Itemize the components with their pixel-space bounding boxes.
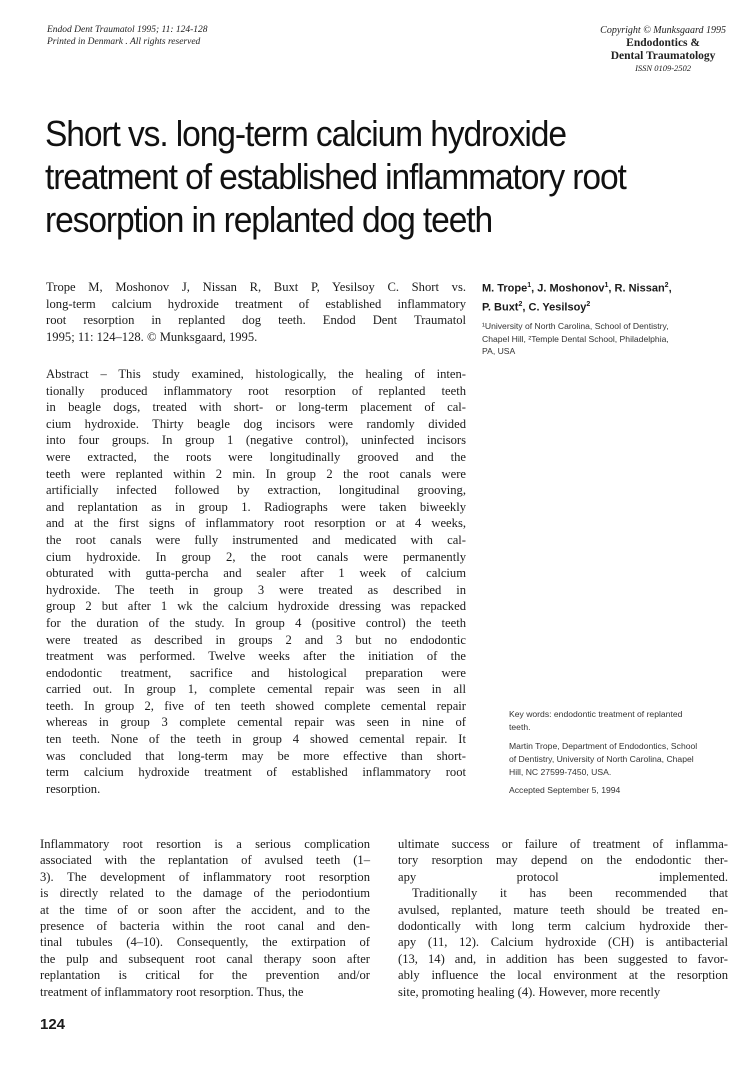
address-line: of Dentistry, University of North Carolina, Chapel bbox=[509, 754, 694, 764]
body-line: (13, 14) and, in addition has been suggested to favor- bbox=[398, 951, 728, 966]
abstract-line: resorption. bbox=[46, 781, 101, 796]
author-affiliation-mark: 2 bbox=[664, 282, 669, 289]
abstract-line: teeth were replanted within 2 min. In group 2 the root canals were bbox=[46, 466, 466, 481]
keywords-line: teeth. bbox=[509, 722, 531, 732]
title-line: resorption in replanted dog teeth bbox=[45, 199, 493, 240]
body-line: 3). The development of inflammatory root resorption bbox=[40, 869, 370, 884]
journal-citation-header bbox=[47, 24, 208, 48]
abstract-line: term calcium hydroxide treatment of established inflammatory root bbox=[46, 765, 466, 780]
keywords bbox=[509, 708, 739, 734]
affiliations bbox=[482, 320, 744, 358]
body-line: tinal tubules (4–10). Consequently, the extirpation of bbox=[40, 935, 370, 950]
body-line: at the time of or soon after the accident, and to the bbox=[40, 902, 370, 917]
accepted-date: Accepted September 5, 1994 bbox=[509, 785, 621, 795]
body-line: presence of bacteria within the root canal and den- bbox=[40, 919, 370, 934]
citation-line: Trope M, Moshonov J, Nissan R, Buxt P, Yesilsoy C. Short vs. bbox=[46, 280, 466, 294]
abstract-line: were treated as described in groups 2 and 3 but no endodontic bbox=[46, 632, 466, 647]
correspondence-address bbox=[509, 740, 739, 779]
body-line: the pulp and subsequent root canal therapy soon after bbox=[40, 951, 370, 966]
body-line: apy protocol implemented. bbox=[398, 869, 728, 884]
abstract-line: into four groups. In group 1 (negative control), uninfected incisors bbox=[46, 433, 466, 448]
header-line: Endod Dent Traumatol 1995; 11: 124-128 bbox=[47, 25, 208, 35]
journal-name bbox=[600, 37, 726, 63]
journal-name-line: Dental Traumatology bbox=[610, 50, 716, 62]
abstract-line: ten teeth. None of the teeth in group 4 showed cemental repair. It bbox=[46, 732, 466, 747]
author-affiliation-mark: 2 bbox=[586, 300, 591, 308]
abstract-line: group 2 but after 1 wk the calcium hydroxide dressing was repacked bbox=[46, 599, 466, 614]
article-title bbox=[45, 112, 680, 241]
body-line: treatment of inflammatory root resorption. Thus, the bbox=[40, 984, 304, 999]
journal-name-line: Endodontics & bbox=[626, 37, 700, 49]
body-line: site, promoting healing (4). However, more recently bbox=[398, 984, 661, 999]
citation-line: root resorption in replanted dog teeth. Endod Dent Traumatol bbox=[46, 313, 466, 328]
abstract-line: and replantation as in group 1. Radiographs were taken biweekly bbox=[46, 499, 466, 514]
abstract-line: artificially infected followed by extraction, longitudinal grooving, bbox=[46, 483, 466, 498]
body-line: replantation is critical for the prevention and/or bbox=[40, 968, 370, 983]
author-name: R. Nissan bbox=[614, 282, 665, 295]
abstract-line: teeth. In group 2, five of ten teeth showed complete cemental repair bbox=[46, 698, 466, 713]
abstract-line: hydroxide. The teeth in group 3 were treated as described in bbox=[46, 582, 466, 597]
body-column-1 bbox=[40, 836, 370, 1000]
address-line: Martin Trope, Department of Endodontics, School bbox=[509, 741, 698, 751]
body-line: avulsed, replanted, mature teeth should be treated en- bbox=[398, 902, 728, 917]
author-line-1: M. Trope$^1$, J. Moshonov$^1$, R. Nissan$^2$, bbox=[482, 282, 672, 295]
author-line-2: P. Buxt$^2$, C. Yesilsoy$^2$ bbox=[482, 300, 591, 314]
title-line: Short vs. long-term calcium hydroxide bbox=[45, 113, 566, 154]
abstract-line: whereas in group 3 complete cemental repair was seen in nine of bbox=[46, 715, 466, 730]
abstract-line: cium hydroxide. In group 2, the root canals were permanently bbox=[46, 549, 466, 564]
body-line: dodontically with long term calcium hydroxide ther- bbox=[398, 919, 728, 934]
title-line: treatment of established inflammatory root bbox=[45, 156, 626, 197]
abstract-line: and at the first signs of inflammatory root resorption or at 4 weeks, bbox=[46, 516, 466, 531]
abstract-line: Abstract – This study examined, histologically, the healing of inten- bbox=[46, 367, 466, 381]
author-name: M. Trope bbox=[482, 282, 528, 295]
body-line: is directly related to the damage of the periodontium bbox=[40, 886, 370, 901]
abstract-line: cium hydroxide. Thirty beagle dog incisors were randomly divided bbox=[46, 416, 466, 431]
abstract-line: was concluded that long-term may be more effective than short- bbox=[46, 748, 466, 763]
body-line: tory resorption may depend on the endodontic ther- bbox=[398, 853, 728, 868]
author-name: J. Moshonov bbox=[537, 282, 605, 295]
keywords-line: Key words: endodontic treatment of replanted bbox=[509, 709, 683, 719]
abstract-line: for the duration of the study. In group 4 (positive control) the teeth bbox=[46, 615, 466, 630]
body-line: ultimate success or failure of treatment of inflamma- bbox=[398, 837, 728, 851]
affiliation-line: Chapel Hill, ²Temple Dental School, Philadelphia, bbox=[482, 333, 669, 344]
abstract-line: treatment was performed. Twelve weeks after the initiation of the bbox=[46, 649, 466, 664]
page-number: 124 bbox=[40, 1016, 66, 1033]
citation-line: long-term calcium hydroxide treatment of established inflammatory bbox=[46, 296, 466, 311]
author-affiliation-mark: 2 bbox=[518, 300, 523, 308]
affiliation-line: PA, USA bbox=[482, 346, 516, 356]
abstract-line: were extracted, the roots were longitudinally grooved and the bbox=[46, 449, 466, 464]
body-line: ably influence the local environment at the resorption bbox=[398, 968, 728, 983]
author-affiliation-mark: 1 bbox=[527, 282, 532, 289]
copyright-notice: Copyright © Munksgaard 1995 bbox=[600, 25, 726, 36]
issn: ISSN 0109-2502 bbox=[635, 63, 692, 73]
citation-block bbox=[46, 279, 466, 345]
abstract-line: the root canals were fully instrumented and medicated with cal- bbox=[46, 532, 466, 547]
abstract-block bbox=[46, 366, 466, 797]
body-line: apy (11, 12). Calcium hydroxide (CH) is antibacterial bbox=[398, 935, 728, 950]
author-name: P. Buxt bbox=[482, 301, 519, 314]
abstract-line: endodontic treatment, sacrifice and histological preparation were bbox=[46, 665, 466, 680]
author-list bbox=[482, 278, 744, 315]
abstract-line: carried out. In group 1, complete cemental repair was seen in all bbox=[46, 682, 466, 697]
abstract-line: in beagle dogs, treated with short- or long-term placement of cal- bbox=[46, 400, 466, 415]
body-line: Traditionally it has been recommended that bbox=[412, 886, 728, 901]
author-affiliation-mark: 1 bbox=[604, 282, 609, 289]
abstract-line: tionally produced inflammatory root resorption of replanted teeth bbox=[46, 383, 466, 398]
header-line: Printed in Denmark . All rights reserved bbox=[47, 37, 201, 47]
body-column-2 bbox=[398, 836, 728, 1000]
abstract-line: obturated with gutta-percha and sealer after 1 week of calcium bbox=[46, 566, 466, 581]
citation-line: 1995; 11: 124–128. © Munksgaard, 1995. bbox=[46, 329, 258, 344]
author-name: C. Yesilsoy bbox=[528, 301, 587, 314]
copyright-header bbox=[600, 24, 726, 74]
affiliation-line: ¹University of North Carolina, School of Dentistry, bbox=[482, 321, 669, 331]
body-line: Inflammatory root resortion is a serious complication bbox=[40, 837, 370, 851]
address-line: Hill, NC 27599-7450, USA. bbox=[509, 767, 612, 777]
body-line: associated with the replantation of avulsed teeth (1– bbox=[40, 853, 370, 868]
